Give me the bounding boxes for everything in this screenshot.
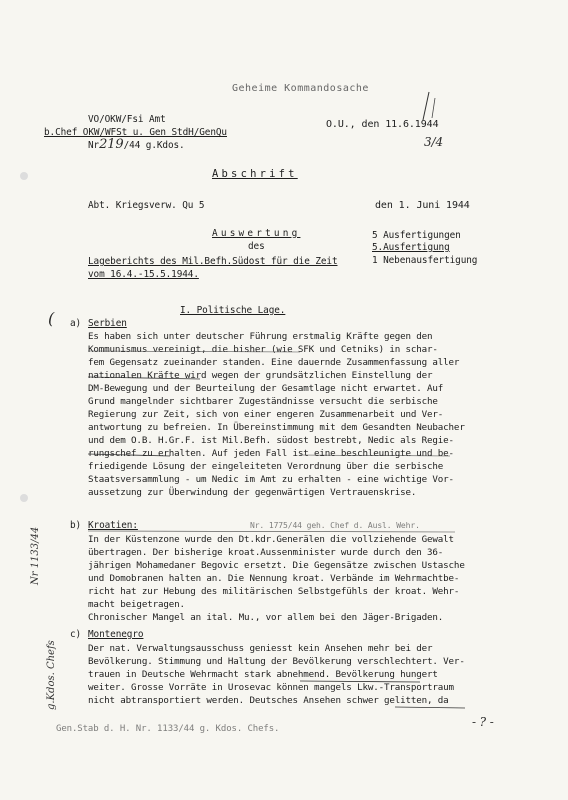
serbien-line: Staatsversammlung - um Nedic im Amt zu erhalten - eine wichtige Vor- [88, 474, 454, 485]
handwritten-note: 3/4 [424, 135, 444, 149]
kroatien-line: richt hat zur Hebung des militärischen Selbstgefühls der kroat. Wehr- [88, 586, 460, 597]
serbien-line: antwortung zu befreien. In Übereinstimmung mit dem Gesandten Neubacher [88, 422, 465, 433]
montenegro-line: Der nat. Verwaltungsausschuss geniesst kein Ansehen mehr bei der [88, 643, 433, 654]
nr-prefix: Nr [88, 140, 100, 151]
serbien-title: Serbien [88, 318, 127, 329]
serbien-line: rungschef zu erhalten. Auf jeden Fall ist eine beschleunigte und be- [88, 448, 454, 459]
nr-handwritten: 219 [99, 137, 124, 152]
header-line2: b.Chef OKW/WFSt u. Gen StdH/GenQu [44, 127, 227, 138]
bracket-mark: ( [48, 309, 55, 328]
footer-stamp: Gen.Stab d. H. Nr. 1133/44 g. Kdos. Chefs. [56, 724, 280, 734]
serbien-line: fem Gegensatz zueinander standen. Eine dauernde Zusammenfassung aller [88, 357, 460, 368]
kroatien-line: macht beigetragen. [88, 599, 185, 610]
serbien-label: a) [70, 318, 82, 329]
serbien-line: Es haben sich unter deutscher Führung erstmalig Kräfte gegen den [88, 331, 433, 342]
montenegro-line: trauen in Deutsche Wehrmacht stark abnehmend. Bevölkerung hungert [88, 669, 438, 680]
title-des: des [248, 241, 265, 252]
serbien-line: Kommunismus vereinigt, die bisher (wie SFK und Cetniks) in schar- [88, 344, 438, 355]
nr-suffix: /44 g.Kdos. [123, 140, 185, 151]
handwritten-strokes [405, 90, 445, 150]
classification-stamp: Geheime Kommandosache [232, 83, 369, 94]
kroatien-stamp: Nr. 1775/44 geh. Chef d. Ausl. Wehr. [250, 521, 420, 530]
ausfertigungen-2: 5.Ausfertigung [372, 242, 450, 253]
ausfertigungen-1: 5 Ausfertigungen [372, 230, 461, 241]
place-date: O.U., den 11.6.1944 [326, 119, 439, 130]
montenegro-line: Bevölkerung. Stimmung und Haltung der Bevölkerung verschlechtert. Ver- [88, 656, 465, 667]
serbien-line: friedigende Lösung der eingeleiteten Verordnung über die serbische [88, 461, 444, 472]
abschrift-heading: Abschrift [212, 168, 298, 180]
montenegro-title: Montenegro [88, 629, 144, 640]
serbien-line: DM-Bewegung und der Beurteilung der Gesamtlage nicht erwartet. Auf [88, 383, 444, 394]
header-line1: VO/OKW/Fsi Amt [88, 114, 166, 125]
margin-note-1: Nr 1133/44 [30, 526, 41, 585]
kroatien-line: jährigen Mohamedaner Begovic ersetzt. Die Gegensätze zwischen Ustasche [88, 560, 465, 571]
montenegro-line: nicht abtransportiert werden. Deutsches Ansehen schwer gelitten, da [88, 695, 449, 706]
punch-hole [20, 172, 28, 180]
ausfertigungen-3: 1 Nebenausfertigung [372, 255, 478, 266]
serbien-line: und dem O.B. H.Gr.F. ist Mil.Befh. südost bestrebt, Nedic als Regie- [88, 435, 454, 446]
margin-note-2: g.Kdos. Chefs [46, 640, 57, 710]
kroatien-line: und Domobranen halten an. Die Nennung kroat. Verbände im Wehrmachtbe- [88, 573, 460, 584]
punch-hole [20, 494, 28, 502]
footer-mark: - ? - [472, 715, 494, 729]
kroatien-label: b) [70, 520, 82, 531]
serbien-line: nationalen Kräfte wird wegen der grundsätzlichen Einstellung der [88, 370, 433, 381]
montenegro-line: weiter. Grosse Vorräte in Urosevac können mangels Lkw.-Transportraum [88, 682, 454, 693]
header-nr [88, 139, 185, 152]
title-line1: Lageberichts des Mil.Befh.Südost für die Zeit [88, 256, 338, 267]
serbien-line: Regierung zur Zeit, sich von einer engeren Zusammenarbeit und Ver- [88, 409, 444, 420]
title-line2: vom 16.4.-15.5.1944. [88, 269, 199, 280]
serbien-line: Grund mangelnder sichtbarer Zugeständnisse versucht die serbische [88, 396, 438, 407]
kroatien-line: Chronischer Mangel an ital. Mu., vor allem bei den Jäger-Brigaden. [88, 612, 444, 623]
montenegro-label: c) [70, 629, 82, 640]
serbien-line: aussetzung zur Überwindung der gegenwärtigen Vertrauenskrise. [88, 487, 417, 498]
auswertung-title: Auswertung [212, 228, 301, 239]
kroatien-title: Kroatien: [88, 520, 138, 531]
kroatien-line: übertragen. Der bisherige kroat.Aussenminister wurde durch den 36- [88, 547, 444, 558]
document-date: den 1. Juni 1944 [375, 200, 470, 211]
section-title: I. Politische Lage. [180, 305, 286, 316]
department: Abt. Kriegsverw. Qu 5 [88, 200, 205, 211]
kroatien-line: In der Küstenzone wurde den Dt.kdr.Generälen die vollziehende Gewalt [88, 534, 454, 545]
